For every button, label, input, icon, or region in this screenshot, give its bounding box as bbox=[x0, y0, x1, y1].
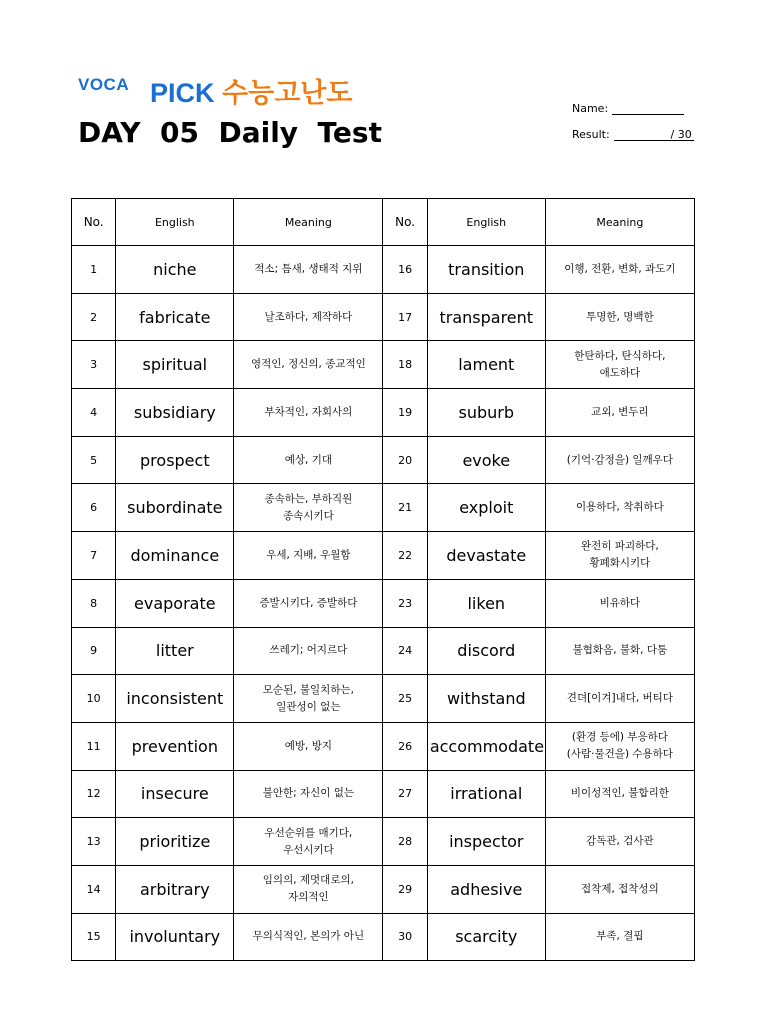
korean-meaning: 우선순위를 매기다, 우선시키다 bbox=[234, 818, 383, 866]
english-word: insecure bbox=[116, 770, 234, 818]
english-word: fabricate bbox=[116, 293, 234, 341]
english-word: transparent bbox=[427, 293, 545, 341]
korean-meaning: 비이성적인, 불합리한 bbox=[545, 770, 694, 818]
name-label: Name: bbox=[572, 102, 609, 115]
table-row bbox=[72, 532, 695, 580]
header-english: English bbox=[116, 199, 234, 246]
english-word: discord bbox=[427, 627, 545, 675]
header-meaning: Meaning bbox=[234, 199, 383, 246]
word-number: 4 bbox=[72, 389, 116, 437]
korean-meaning: 우세, 지배, 우월함 bbox=[234, 532, 383, 580]
table-row bbox=[72, 675, 695, 723]
english-word: suburb bbox=[427, 389, 545, 437]
word-number: 29 bbox=[383, 865, 427, 913]
table-row bbox=[72, 913, 695, 961]
table-row bbox=[72, 865, 695, 913]
english-word: niche bbox=[116, 246, 234, 294]
korean-meaning: 견뎌[이겨]내다, 버티다 bbox=[545, 675, 694, 723]
word-number: 9 bbox=[72, 627, 116, 675]
word-number: 25 bbox=[383, 675, 427, 723]
header-meaning: Meaning bbox=[545, 199, 694, 246]
table-body bbox=[72, 246, 695, 961]
word-number: 21 bbox=[383, 484, 427, 532]
english-word: exploit bbox=[427, 484, 545, 532]
result-field bbox=[572, 128, 694, 141]
korean-meaning: 예상, 기대 bbox=[234, 436, 383, 484]
korean-meaning: 부차적인, 자회사의 bbox=[234, 389, 383, 437]
korean-meaning: 투명한, 명백한 bbox=[545, 293, 694, 341]
word-number: 18 bbox=[383, 341, 427, 389]
english-word: irrational bbox=[427, 770, 545, 818]
korean-meaning: 무의식적인, 본의가 아닌 bbox=[234, 913, 383, 961]
english-word: transition bbox=[427, 246, 545, 294]
header-no: No. bbox=[72, 199, 116, 246]
word-number: 12 bbox=[72, 770, 116, 818]
korean-meaning: 감독관, 검사관 bbox=[545, 818, 694, 866]
table-row bbox=[72, 436, 695, 484]
word-number: 26 bbox=[383, 722, 427, 770]
word-number: 10 bbox=[72, 675, 116, 723]
word-number: 30 bbox=[383, 913, 427, 961]
word-number: 22 bbox=[383, 532, 427, 580]
brand-title bbox=[150, 76, 352, 111]
word-number: 23 bbox=[383, 579, 427, 627]
korean-meaning: 종속하는, 부하직원 종속시키다 bbox=[234, 484, 383, 532]
english-word: dominance bbox=[116, 532, 234, 580]
word-number: 2 bbox=[72, 293, 116, 341]
word-number: 17 bbox=[383, 293, 427, 341]
english-word: liken bbox=[427, 579, 545, 627]
korean-meaning: 임의의, 제멋대로의, 자의적인 bbox=[234, 865, 383, 913]
table-row bbox=[72, 389, 695, 437]
korean-meaning: 불안한; 자신이 없는 bbox=[234, 770, 383, 818]
english-word: evaporate bbox=[116, 579, 234, 627]
korean-meaning: 적소; 틈새, 생태적 지위 bbox=[234, 246, 383, 294]
korean-meaning: 교외, 변두리 bbox=[545, 389, 694, 437]
english-word: adhesive bbox=[427, 865, 545, 913]
table-row bbox=[72, 770, 695, 818]
table-row bbox=[72, 627, 695, 675]
english-word: spiritual bbox=[116, 341, 234, 389]
brand-korean-title: 수능고난도 bbox=[222, 78, 353, 109]
korean-meaning: 접착제, 접착성의 bbox=[545, 865, 694, 913]
word-number: 14 bbox=[72, 865, 116, 913]
korean-meaning: 모순된, 불일치하는, 일관성이 없는 bbox=[234, 675, 383, 723]
vocabulary-table bbox=[71, 198, 695, 961]
table-row bbox=[72, 341, 695, 389]
word-number: 15 bbox=[72, 913, 116, 961]
korean-meaning: (기억·감정을) 일깨우다 bbox=[545, 436, 694, 484]
name-field bbox=[572, 102, 684, 115]
result-total: / 30 bbox=[670, 128, 692, 141]
table-row bbox=[72, 246, 695, 294]
english-word: accommodate bbox=[427, 722, 545, 770]
english-word: involuntary bbox=[116, 913, 234, 961]
korean-meaning: 예방, 방지 bbox=[234, 722, 383, 770]
english-word: prioritize bbox=[116, 818, 234, 866]
word-number: 13 bbox=[72, 818, 116, 866]
korean-meaning: 영적인, 정신의, 종교적인 bbox=[234, 341, 383, 389]
korean-meaning: 이행, 전환, 변화, 과도기 bbox=[545, 246, 694, 294]
table-row bbox=[72, 818, 695, 866]
english-word: prospect bbox=[116, 436, 234, 484]
english-word: inspector bbox=[427, 818, 545, 866]
korean-meaning: 완전히 파괴하다, 황폐화시키다 bbox=[545, 532, 694, 580]
word-number: 5 bbox=[72, 436, 116, 484]
korean-meaning: 한탄하다, 탄식하다, 애도하다 bbox=[545, 341, 694, 389]
word-number: 6 bbox=[72, 484, 116, 532]
brand-voca: VOCA bbox=[78, 75, 130, 94]
english-word: evoke bbox=[427, 436, 545, 484]
word-number: 24 bbox=[383, 627, 427, 675]
table-row bbox=[72, 484, 695, 532]
english-word: arbitrary bbox=[116, 865, 234, 913]
result-blank[interactable] bbox=[614, 128, 694, 141]
word-number: 28 bbox=[383, 818, 427, 866]
english-word: subordinate bbox=[116, 484, 234, 532]
korean-meaning: 쓰레기; 어지르다 bbox=[234, 627, 383, 675]
korean-meaning: 증발시키다, 증발하다 bbox=[234, 579, 383, 627]
word-number: 19 bbox=[383, 389, 427, 437]
table-row bbox=[72, 722, 695, 770]
header-no: No. bbox=[383, 199, 427, 246]
word-number: 8 bbox=[72, 579, 116, 627]
korean-meaning: 비유하다 bbox=[545, 579, 694, 627]
word-number: 1 bbox=[72, 246, 116, 294]
english-word: withstand bbox=[427, 675, 545, 723]
word-number: 11 bbox=[72, 722, 116, 770]
word-number: 3 bbox=[72, 341, 116, 389]
brand-pick: PICK bbox=[150, 78, 215, 108]
english-word: prevention bbox=[116, 722, 234, 770]
korean-meaning: 이용하다, 착취하다 bbox=[545, 484, 694, 532]
page-title: DAY 05 Daily Test bbox=[78, 116, 382, 149]
korean-meaning: (환경 등에) 부응하다 (사람·물건을) 수용하다 bbox=[545, 722, 694, 770]
english-word: subsidiary bbox=[116, 389, 234, 437]
english-word: inconsistent bbox=[116, 675, 234, 723]
english-word: litter bbox=[116, 627, 234, 675]
korean-meaning: 날조하다, 제작하다 bbox=[234, 293, 383, 341]
word-number: 16 bbox=[383, 246, 427, 294]
table-header-row bbox=[72, 199, 695, 246]
word-number: 20 bbox=[383, 436, 427, 484]
english-word: lament bbox=[427, 341, 545, 389]
result-label: Result: bbox=[572, 128, 610, 141]
english-word: devastate bbox=[427, 532, 545, 580]
word-number: 27 bbox=[383, 770, 427, 818]
table-row bbox=[72, 293, 695, 341]
word-number: 7 bbox=[72, 532, 116, 580]
name-blank[interactable] bbox=[612, 102, 684, 115]
header-english: English bbox=[427, 199, 545, 246]
korean-meaning: 부족, 결핍 bbox=[545, 913, 694, 961]
english-word: scarcity bbox=[427, 913, 545, 961]
korean-meaning: 불협화음, 불화, 다툼 bbox=[545, 627, 694, 675]
table-row bbox=[72, 579, 695, 627]
